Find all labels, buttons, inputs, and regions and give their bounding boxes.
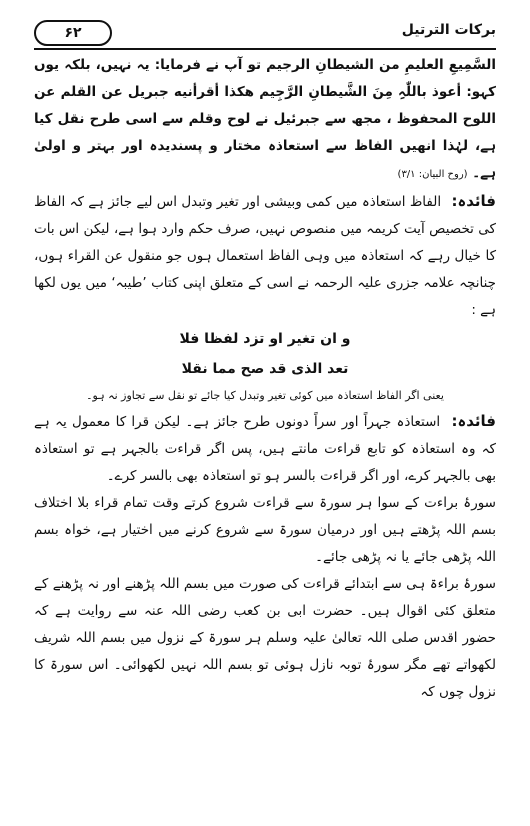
note-text-1: الفاظ استعاذہ میں کمی وبیشی اور تغیر وتبدل اس لیے جائز ہے کہ الفاظ کی تخصیص آیت کریمہ میں منصوص نہیں، صرف حکم وارد ہوا ہے، لیکن اس بات کا خیال رہے کہ استعاذہ میں وہی الفاظ استعمال ہوں جو منقول عن القراء ہوں، چنانچہ علامہ جزری علیہ الرحمہ نے اسی کے متعلق اپنی کتاب ’طیبہ‘ میں یوں لکھا ہے : [34,194,496,318]
running-title: برکات الترتیل [401,22,496,38]
page-body [34,52,496,706]
note-paragraph-1 [34,188,496,324]
page-header [34,18,496,52]
intro-paragraph [34,52,496,188]
verse-line-2: تعد الذى قد صح مما نقلا [181,361,349,377]
note-text-2: استعاذہ جہراً اور سراً دونوں طرح جائز ہے۔ لیکن قرا کا معمول یہ ہے کہ وہ استعاذہ کو تابع قراءت مانتے ہیں، پس اگر قراءت بالجہر ہے تو استعاذہ بھی بالجہر کرے، اور اگر قراءت بالسر ہو تو استعاذہ بھی بالسر کرے۔ [34,414,496,484]
reference-citation: (روح البیان: ۳/۱) [397,169,468,180]
note-label-2: فائدہ: [451,412,496,430]
header-rule [34,48,496,50]
intro-text: السَّمِيعِ العليمِ من الشيطانِ الرجيم تو آپ نے فرمایا: یہ نہیں، بلکہ یوں کہو: أعوذ باللّٰہِ مِنَ الشَّيطانِ الرَّجِيم هكذا أقرأنيه جبريل عن القلم عن اللوح المحفوظ ، مجھ سے جبرئیل نے لوح وقلم سے اسی طرح نقل کیا ہے، لہٰذا انھیں الفاظ سے استعاذہ مختار و پسندیدہ اور بہتر و اولیٰ ہے۔ [34,57,496,181]
paragraph-4: سورۂ براءۃ ہی سے ابتدائے قراءت کی صورت میں بسم اللہ پڑھنے اور نہ پڑھنے کے متعلق کئی اقوال ہیں۔ حضرت ابی بن کعب رضی اللہ عنہ سے روایت ہے کہ حضور اقدس صلی اللہ تعالیٰ علیہ وسلم ہر سورۃ کے نزول میں بسم اللہ شریف لکھواتے تھے مگر سورۂ توبہ نازل ہوئی تو بسم اللہ نہیں لکھوائی۔ اس سورۃ کا نزول چوں کہ [34,576,496,700]
verse-translation: یعنی اگر الفاظ استعاذہ میں کوئی تغیر وتبدل کیا جائے تو نقل سے تجاوز نہ ہو۔ [86,389,444,402]
note-label-1: فائدہ: [451,192,496,210]
page-number: ۶۲ [34,20,112,46]
note-paragraph-2 [34,408,496,490]
verse-line-1: و ان تغير او تزد لفظا فلا [179,331,351,347]
paragraph-3: سورۂ براءت کے سوا ہر سورۃ سے قراءت شروع کرتے وقت تمام قراء بلا اختلاف بسم اللہ پڑھتے ہیں اور درمیان سورۃ سے شروع کرنے میں اختیار ہے، خواہ بسم اللہ پڑھی جائے یا نہ پڑھی جائے۔ [34,495,496,565]
